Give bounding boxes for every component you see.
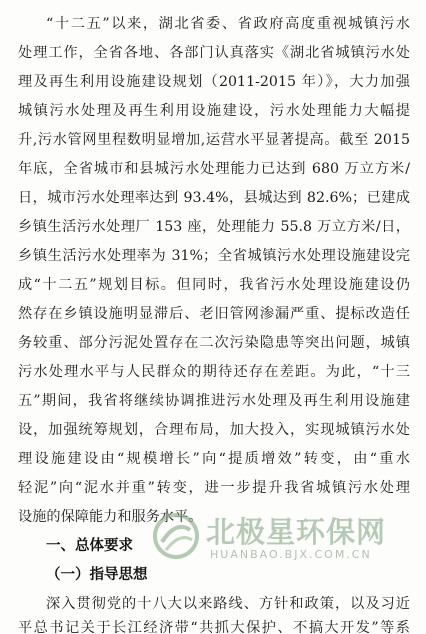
paragraph-line: 升,污水管网里程数明显增加,运营水平显著提高。截至 2015 [18, 132, 410, 148]
paragraph-line: 然存在乡镇设施明显滞后、老旧管网渗漏严重、提标改造任 [18, 306, 410, 322]
watermark-text: 北极星环保网 [206, 515, 387, 549]
paragraph-line: 理及再生利用设施建设规划（2011-2015 年）》，大力加强 [18, 74, 410, 90]
paragraph-line: 年底，全省城市和县城污水处理能力已达到 680 万立方米/ [18, 161, 410, 177]
paragraph-line: 污水处理水平与人民群众的期待还存在差距。为此，“十三 [18, 364, 410, 380]
paragraph-line: 日，城市污水处理率达到 93.4%，县城达到 82.6%；已建成 [18, 190, 410, 206]
paragraph-line: 处理工作，全省各地、各部门认真落实《湖北省城镇污水处 [18, 45, 410, 61]
paragraph-line: “十二五”以来，湖北省委、省政府高度重视城镇污水 [46, 16, 410, 32]
paragraph-line: 乡镇生活污水处理厂 153 座，处理能力 55.8 万立方米/日， [18, 219, 410, 235]
paragraph-line: 设施的保障能力和服务水平。 [18, 509, 203, 525]
paragraph-line: 城镇污水处理及再生利用设施建设，污水处理能力大幅提 [18, 103, 410, 119]
section-heading: 一、总体要求 [46, 538, 133, 554]
watermark-url: HUANBAO.BJX.COM.CN [210, 548, 372, 561]
paragraph-line: 成“十二五”规划目标。但同时，我省污水处理设施建设仍 [18, 277, 410, 293]
paragraph-line: 设，加强统筹规划，合理布局，加大投入，实现城镇污水处 [18, 422, 410, 438]
paragraph-line: 深入贯彻党的十八大以来路线、方针和政策，以及习近 [46, 596, 410, 612]
paragraph-line: 轻泥”向“泥水并重”转变，进一步提升我省城镇污水处理 [18, 480, 410, 496]
paragraph-line: 理设施建设由“规模增长”向“提质增效”转变，由“重水 [18, 451, 410, 467]
paragraph-line: 五”期间，我省将继续协调推进污水处理及再生利用设施建 [18, 393, 410, 409]
paragraph-line: 乡镇生活污水处理率为 31%；全省城镇污水处理设施建设完 [18, 248, 410, 264]
paragraph-line: 平总书记关于长江经济带“共抓大保护、不搞大开发”等系 [18, 620, 410, 634]
sub-heading: （一）指导思想 [46, 567, 148, 583]
paragraph-line: 务较重、部分污泥处置存在二次污染隐患等突出问题，城镇 [18, 335, 410, 351]
